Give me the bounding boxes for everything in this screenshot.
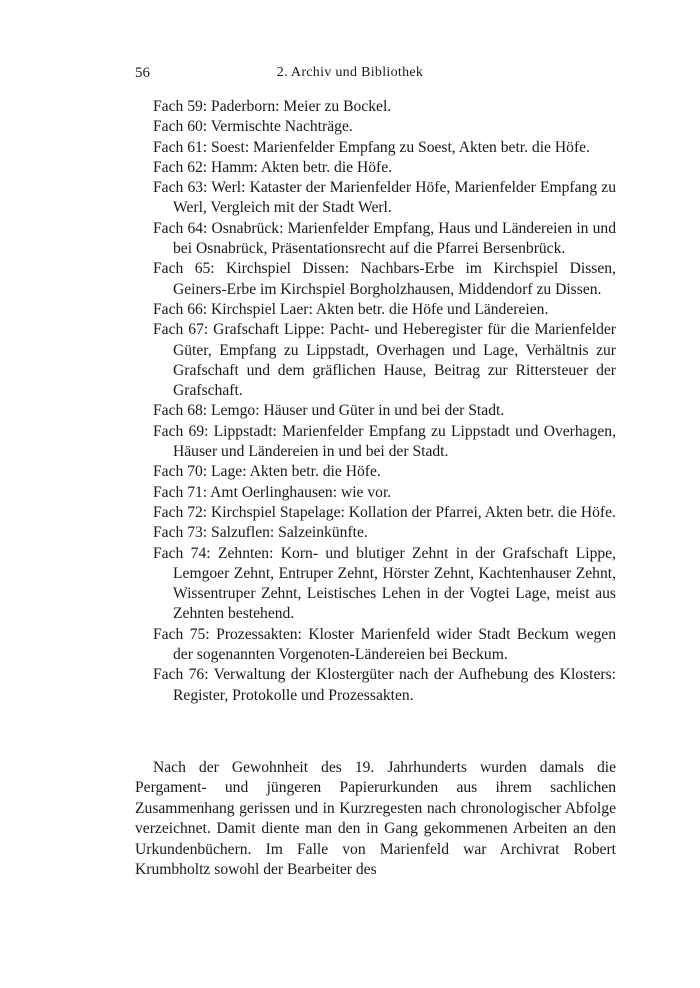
fach-entry-67: Fach 67: Grafschaft Lippe: Pacht- und Heberegister für die Marienfelder Güter, Empfang zu Lippstadt, Overhagen und Lage, Verhältnis zur Grafschaft und dem gräflichen Hause, Beitrag zur Rittersteuer der Grafschaft. <box>153 321 616 400</box>
fach-entry-74: Fach 74: Zehnten: Korn- und blutiger Zehnt in der Grafschaft Lippe, Lemgoer Zehnt, Entruper Zehnt, Hörster Zehnt, Kachtenhauser Zehnt, Wissentruper Zehnt, Leistisches Lehen in der Vogtei Lage, meist aus Zehnten bestehend. <box>153 544 616 623</box>
fach-entry-64: Fach 64: Osnabrück: Marienfelder Empfang, Haus und Ländereien in und bei Osnabrück, Präsentationsrecht auf die Pfarrei Bersenbrück. <box>153 219 616 258</box>
fach-entry-76: Fach 76: Verwaltung der Klostergüter nach der Aufhebung des Klosters: Register, Protokolle und Prozessakten. <box>153 666 616 704</box>
fach-entry-60: Fach 60: Vermischte Nachträge. <box>153 118 353 136</box>
page-number: 56 <box>135 65 150 81</box>
fach-entry-69: Fach 69: Lippstadt: Marienfelder Empfang zu Lippstadt und Overhagen, Häuser und Ländereien in und bei der Stadt. <box>153 422 616 461</box>
fach-entry-59: Fach 59: Paderborn: Meier zu Bockel. <box>153 98 392 115</box>
fach-entry-65: Fach 65: Kirchspiel Dissen: Nachbars-Erbe im Kirchspiel Dissen, Geiners-Erbe im Kirchspiel Borgholzhausen, Middendorf zu Dissen. <box>153 260 616 298</box>
fach-entry-66: Fach 66: Kirchspiel Laer: Akten betr. die Höfe und Ländereien. <box>153 300 549 318</box>
fach-entry-75: Fach 75: Prozessakten: Kloster Marienfeld wider Stadt Beckum wegen der sogenannten Vorgenoten-Ländereien bei Beckum. <box>153 625 616 664</box>
fach-entry-63: Fach 63: Werl: Kataster der Marienfelder Höfe, Marienfelder Empfang zu Werl, Vergleich mit der Stadt Werl. <box>153 179 616 217</box>
body-paragraph: Nach der Gewohnheit des 19. Jahrhunderts wurden damals die Pergament- und jüngeren Papierurkunden aus ihrem sachlichen Zusammenhang gerissen und in Kurzregesten nach chronologischer Abfolge verzeichnet. Damit diente man den in Gang gekommenen Arbeiten an den Urkundenbüchern. Im Falle von Marienfeld war Archivrat Robert Krumbholtz sowohl der Bearbeiter des <box>135 759 616 879</box>
fach-entry-68: Fach 68: Lemgo: Häuser und Güter in und bei der Stadt. <box>153 402 505 420</box>
fach-list <box>153 97 616 706</box>
running-title: 2. Archiv und Bibliothek <box>276 65 424 80</box>
fach-entry-71: Fach 71: Amt Oerlinghausen: wie vor. <box>153 483 392 501</box>
fach-entry-70: Fach 70: Lage: Akten betr. die Höfe. <box>153 463 381 481</box>
fach-entry-73: Fach 73: Salzuflen: Salzeinkünfte. <box>153 524 368 542</box>
fach-entry-61: Fach 61: Soest: Marienfelder Empfang zu Soest, Akten betr. die Höfe. <box>153 138 590 156</box>
fach-entry-62: Fach 62: Hamm: Akten betr. die Höfe. <box>153 158 393 176</box>
fach-entry-72: Fach 72: Kirchspiel Stapelage: Kollation der Pfarrei, Akten betr. die Höfe. <box>153 503 616 521</box>
